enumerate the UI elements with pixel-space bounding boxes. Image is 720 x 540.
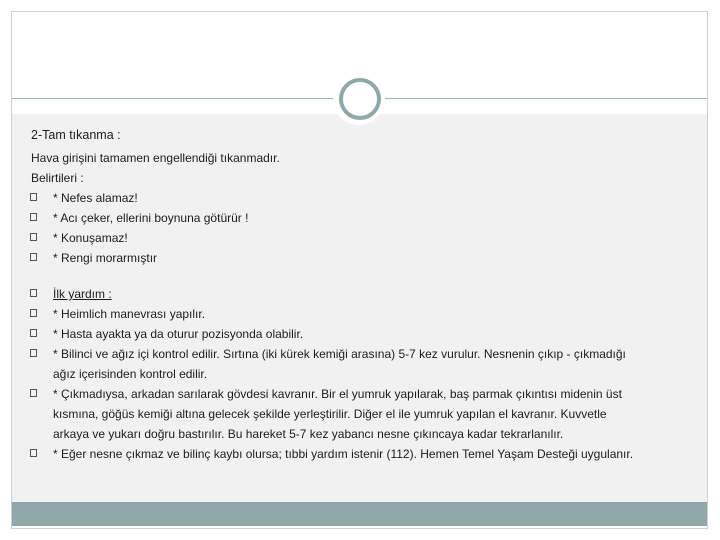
first-aid-text: * Eğer nesne çıkmaz ve bilinç kaybı olursa; tıbbi yardım istenir (112). Hemen Temel Yaşam Desteği uygulanır. (53, 447, 634, 461)
square-bullet-icon (30, 329, 37, 337)
symptom-text: * Acı çeker, ellerini boynuna götürür ! (53, 211, 249, 225)
list-item (31, 228, 696, 248)
first-aid-text: * Hasta ayakta ya da oturur pozisyonda olabilir. (53, 327, 304, 341)
square-bullet-icon (30, 253, 37, 261)
list-item (31, 384, 696, 404)
first-aid-text: * Çıkmadıysa, arkadan sarılarak gövdesi kavranır. Bir el yumruk yapılarak, baş parmak çıkıntısı midenin üst (53, 387, 622, 401)
footer-band (12, 502, 707, 526)
list-item (31, 444, 696, 464)
square-bullet-icon (30, 193, 37, 201)
first-aid-text-continuation: arkaya ve yukarı doğru bastırılır. Bu hareket 5-7 kez yabancı nesne çıkıncaya kadar tekrarlanılır. (53, 427, 564, 441)
square-bullet-icon (30, 233, 37, 241)
list-item (31, 304, 696, 324)
square-bullet-icon (30, 309, 37, 317)
divider-circle-ornament (339, 78, 381, 120)
first-aid-text-continuation: kısmına, göğüs kemiği altına gelecek şekilde yerleştirilir. Diğer el ile yumruk yapılan el kavranır. Kuvvetle (53, 407, 607, 421)
first-aid-text: * Bilinci ve ağız içi kontrol edilir. Sırtına (iki kürek kemiği arasına) 5-7 kez vurulur. Nesnenin çıkıp - çıkmadığı (53, 347, 626, 361)
definition-text: Hava girişini tamamen engellendiği tıkanmadır. (31, 151, 280, 165)
list-item (31, 188, 696, 208)
symptom-text: * Rengi morarmıştır (53, 251, 158, 265)
square-bullet-icon (30, 289, 37, 297)
list-item (31, 248, 696, 268)
square-bullet-icon (30, 449, 37, 457)
square-bullet-icon (30, 389, 37, 397)
first-aid-text-continuation: ağız içerisinden kontrol edilir. (53, 367, 208, 381)
symptom-text: * Konuşamaz! (53, 231, 128, 245)
symptoms-label: Belirtileri : (31, 171, 84, 185)
list-item (31, 344, 696, 364)
first-aid-title: İlk yardım : (53, 287, 112, 301)
list-item (31, 208, 696, 228)
section-heading: 2-Tam tıkanma : (31, 128, 121, 142)
first-aid-title-item (31, 284, 696, 304)
slide-content (31, 122, 696, 464)
first-aid-text: * Heimlich manevrası yapılır. (53, 307, 206, 321)
square-bullet-icon (30, 349, 37, 357)
square-bullet-icon (30, 213, 37, 221)
spacer (31, 268, 696, 284)
list-item (31, 324, 696, 344)
symptom-text: * Nefes alamaz! (53, 191, 138, 205)
